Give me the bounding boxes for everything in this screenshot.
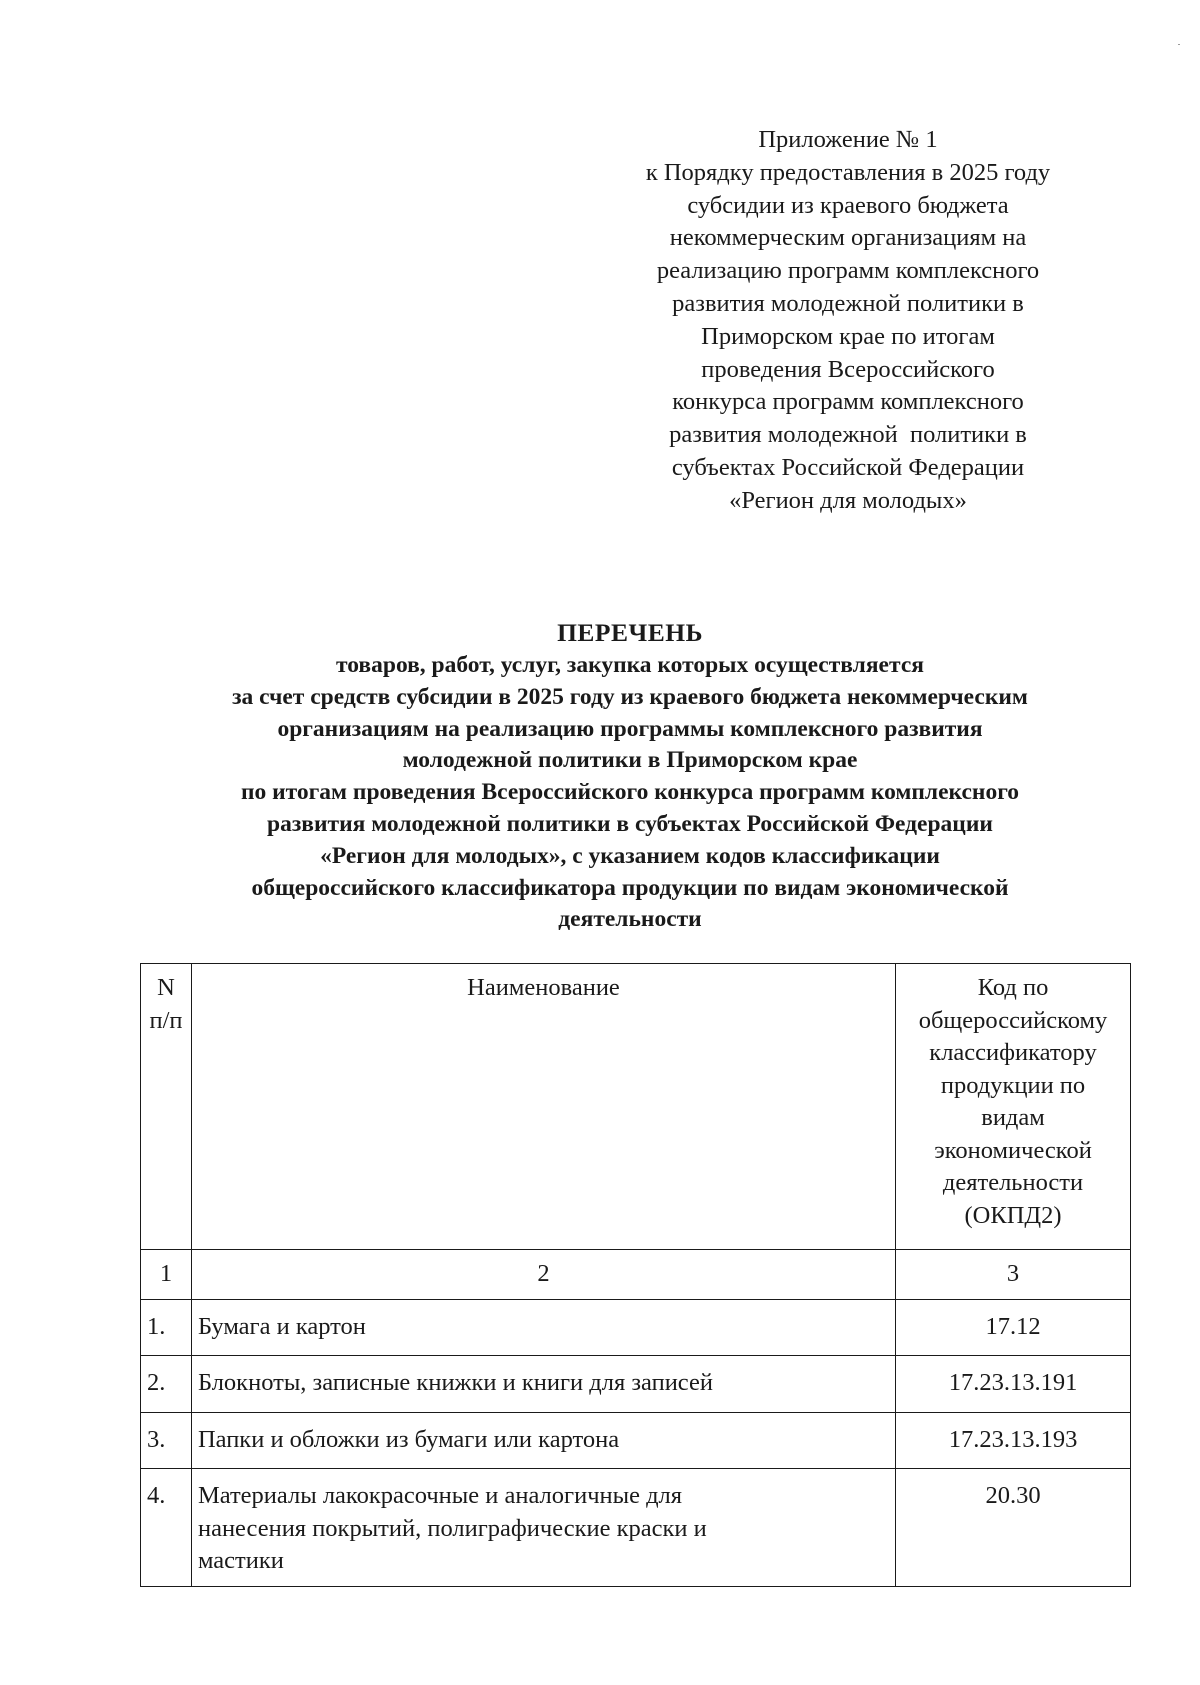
document-title: ПЕРЕЧЕНЬ	[557, 618, 703, 647]
row-number: 4.	[141, 1469, 192, 1587]
row-name-line: нанесения покрытий, полиграфические краски и	[197, 1514, 707, 1542]
header-cell-code	[896, 964, 1131, 1250]
row-number: 1.	[141, 1299, 192, 1356]
column-number-cell: 3	[896, 1250, 1131, 1300]
header-name-text: Наименование	[467, 974, 620, 1001]
row-name: Блокноты, записные книжки и книги для записей	[191, 1356, 895, 1413]
appendix-line: к Порядку предоставления в 2025 году	[645, 158, 1051, 186]
appendix-line: развития молодежной политики в	[669, 421, 1027, 449]
scan-speck	[1178, 44, 1180, 45]
row-name-line: Материалы лакокрасочные и аналогичные для	[197, 1482, 683, 1509]
appendix-line: субъектах Российской Федерации	[671, 453, 1025, 481]
heading-line: развития молодежной политики в субъектах Российской Федерации	[267, 810, 993, 837]
table-row	[141, 1412, 1131, 1469]
heading-line: по итогам проведения Всероссийского конкурса программ комплексного	[240, 779, 1020, 806]
appendix-line: «Регион для молодых»	[729, 486, 967, 514]
row-name: Бумага и картон	[191, 1299, 895, 1356]
header-code-line: продукции по	[940, 1071, 1086, 1099]
header-code-line: Код по	[977, 974, 1049, 1001]
row-number: 3.	[141, 1412, 192, 1469]
row-code: 17.23.13.193	[896, 1412, 1131, 1469]
appendix-line: некоммерческим организациям на	[669, 224, 1027, 252]
appendix-line: реализацию программ комплексного	[656, 257, 1040, 285]
header-code-line: (ОКПД2)	[964, 1201, 1062, 1229]
header-cell-number	[141, 964, 192, 1250]
row-name	[191, 1469, 895, 1587]
heading-line: молодежной политики в Приморском крае	[402, 747, 858, 774]
appendix-block	[617, 124, 1079, 518]
header-code-line: общероссийскому	[918, 1006, 1108, 1034]
header-number-line: п/п	[149, 1006, 183, 1034]
table-row	[141, 1356, 1131, 1413]
header-code-line: классификатору	[929, 1039, 1097, 1066]
appendix-line: Приложение № 1	[758, 126, 938, 153]
heading-line: товаров, работ, услуг, закупка которых осуществляется	[336, 652, 924, 678]
heading-line: «Регион для молодых», с указанием кодов классификации	[320, 842, 940, 869]
table-row	[141, 1299, 1131, 1356]
heading-line: за счет средств субсидии в 2025 году из краевого бюджета некоммерческим	[232, 683, 1028, 710]
header-code-line: экономической	[934, 1136, 1092, 1164]
heading-line: общероссийского классификатора продукции по видам экономической	[251, 874, 1009, 901]
appendix-line: конкурса программ комплексного	[672, 388, 1024, 416]
appendix-line: развития молодежной политики в	[672, 289, 1024, 317]
row-code: 20.30	[896, 1469, 1131, 1587]
column-numbers-row	[141, 1250, 1131, 1300]
column-number-cell: 2	[191, 1250, 895, 1300]
header-cell-name	[191, 964, 895, 1250]
header-code-line: деятельности	[942, 1169, 1084, 1196]
column-number-cell: 1	[141, 1250, 192, 1300]
header-number-line: N	[157, 974, 175, 1001]
row-name-line: мастики	[197, 1547, 284, 1574]
heading-line: деятельности	[558, 906, 702, 933]
appendix-line: субсидии из краевого бюджета	[687, 191, 1009, 219]
row-number: 2.	[141, 1356, 192, 1413]
header-code-line: видам	[981, 1104, 1045, 1131]
table-row	[141, 1469, 1131, 1587]
appendix-line: Приморском крае по итогам	[701, 322, 995, 350]
row-name: Папки и обложки из бумаги или картона	[191, 1412, 895, 1469]
document-heading	[80, 616, 1180, 936]
row-code: 17.12	[896, 1299, 1131, 1356]
goods-table	[140, 963, 1131, 1587]
row-code: 17.23.13.191	[896, 1356, 1131, 1413]
appendix-line: проведения Всероссийского	[701, 355, 995, 383]
table-header-row	[141, 964, 1131, 1250]
heading-line: организациям на реализацию программы комплексного развития	[277, 715, 983, 742]
